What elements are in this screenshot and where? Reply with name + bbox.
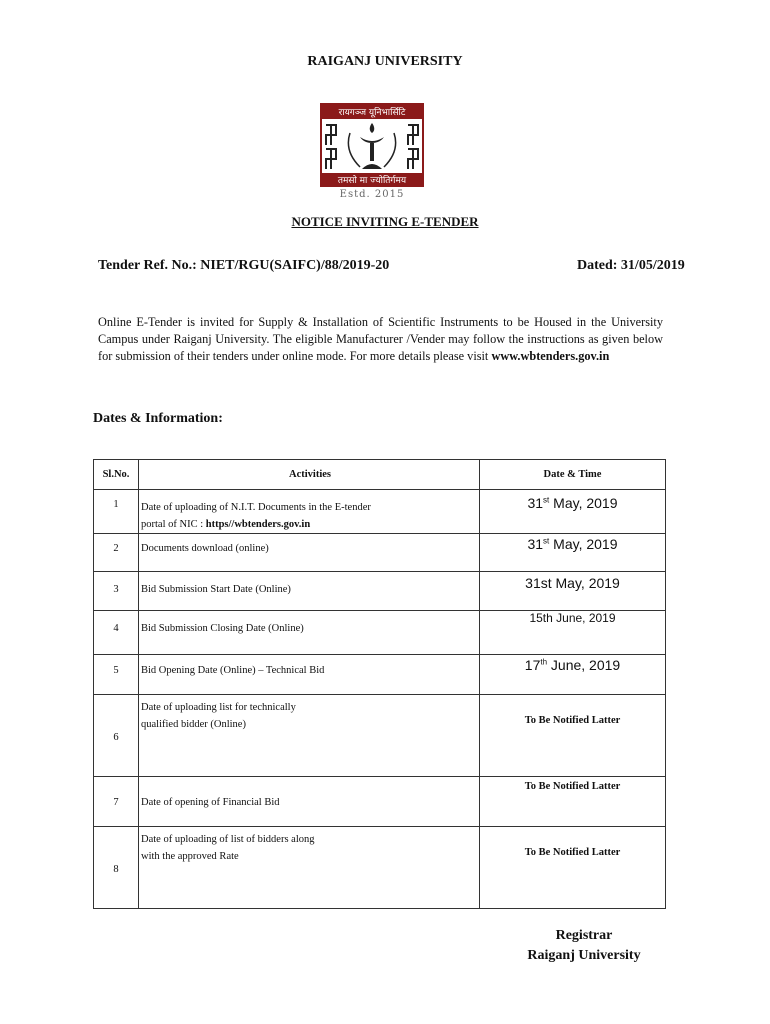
row-activity-link[interactable]: https//wbtenders.gov.in xyxy=(205,519,311,530)
row-activity: Date of opening of Financial Bid xyxy=(139,777,480,827)
row-date xyxy=(480,490,666,534)
row-activity xyxy=(139,695,480,777)
table-row xyxy=(94,827,666,909)
table-row xyxy=(94,655,666,695)
row-date-sup: st xyxy=(543,536,550,546)
table-row xyxy=(94,534,666,572)
intro-paragraph xyxy=(98,314,663,365)
signature-block xyxy=(519,926,649,966)
table-row xyxy=(94,572,666,611)
row-no: 7 xyxy=(94,777,139,827)
row-date xyxy=(480,534,666,572)
row-no: 4 xyxy=(94,611,139,655)
header-date: Date & Time xyxy=(480,460,666,490)
row-no: 1 xyxy=(94,490,139,534)
row-no: 8 xyxy=(94,827,139,909)
header-activities: Activities xyxy=(139,460,480,490)
logo-estd: Estd. 2015 xyxy=(339,189,405,199)
header-slno: Sl.No. xyxy=(94,460,139,490)
tender-ref: Tender Ref. No.: NIET/RGU(SAIFC)/88/2019-20 xyxy=(98,258,390,273)
signature-title: Registrar xyxy=(555,928,613,943)
table-row xyxy=(94,611,666,655)
row-date: To Be Notified Latter xyxy=(480,777,666,827)
row-no: 6 xyxy=(94,695,139,777)
tender-date: Dated: 31/05/2019 xyxy=(577,258,685,273)
logo-bottom-text: तमसो मा ज्योतिर्गमय xyxy=(337,176,407,186)
notice-title: NOTICE INVITING E-TENDER xyxy=(291,214,479,229)
row-no: 3 xyxy=(94,572,139,611)
row-activity-line2: portal of NIC : xyxy=(141,519,206,530)
row-activity: Bid Submission Start Date (Online) xyxy=(139,572,480,611)
row-no: 2 xyxy=(94,534,139,572)
row-no: 5 xyxy=(94,655,139,695)
row-activity: Bid Submission Closing Date (Online) xyxy=(139,611,480,655)
row-date-day: 31 xyxy=(527,495,544,511)
table-header-row xyxy=(94,460,666,490)
row-date: To Be Notified Latter xyxy=(480,827,666,909)
row-activity-line1: Date of uploading of list of bidders along xyxy=(141,834,315,845)
row-activity: Documents download (online) xyxy=(139,534,480,572)
row-date xyxy=(480,655,666,695)
lamp-emblem-icon xyxy=(320,103,424,199)
row-activity-line2: with the approved Rate xyxy=(141,851,239,862)
row-date: 15th June, 2019 xyxy=(480,611,666,655)
row-activity xyxy=(139,827,480,909)
row-activity: Bid Opening Date (Online) – Technical Bid xyxy=(139,655,480,695)
row-date: 31st May, 2019 xyxy=(480,572,666,611)
university-title: RAIGANJ UNIVERSITY xyxy=(307,54,463,69)
row-activity-line2: qualified bidder (Online) xyxy=(141,719,246,730)
row-activity-line1: Date of uploading of N.I.T. Documents in the E-tender xyxy=(141,502,371,513)
dates-heading: Dates & Information: xyxy=(93,411,223,426)
table-row xyxy=(94,695,666,777)
table-row xyxy=(94,490,666,534)
row-date-rest: May, 2019 xyxy=(549,495,618,511)
row-date-rest: May, 2019 xyxy=(549,536,618,552)
row-date-sup: st xyxy=(543,495,550,505)
intro-text: Online E-Tender is invited for Supply & Installation of Scientific Instruments to be Housed in the University Campus under Raiganj University. The eligible Manufacturer /Vender may follow the instructions as given below for submission of their tenders under online mode. For more details please visit xyxy=(98,315,663,363)
intro-link[interactable]: www.wbtenders.gov.in xyxy=(491,349,610,363)
row-date-day: 31 xyxy=(527,536,544,552)
logo-top-text: रायगञ्ज यूनिभार्सिटि xyxy=(338,108,406,118)
table-row xyxy=(94,777,666,827)
row-date: To Be Notified Latter xyxy=(480,695,666,777)
row-date-rest: June, 2019 xyxy=(547,657,621,673)
row-activity xyxy=(139,490,480,534)
signature-org: Raiganj University xyxy=(527,948,641,963)
schedule-table xyxy=(93,459,666,909)
row-activity-line1: Date of uploading list for technically xyxy=(141,702,296,713)
row-date-day: 17 xyxy=(524,657,541,673)
university-logo xyxy=(320,103,424,199)
row-date-sup: th xyxy=(540,657,548,667)
